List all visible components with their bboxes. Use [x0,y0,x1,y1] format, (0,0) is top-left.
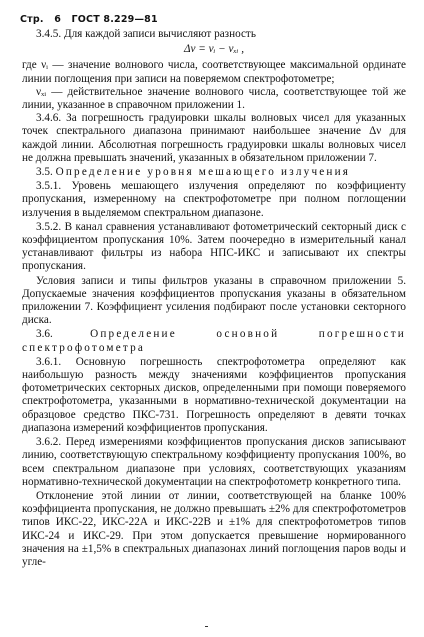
definition-nu-i: где νᵢ — значение волнового числа, соответствующее максимальной ординате линии поглощения при записи на поверяемом спектрофотометре; [22,59,406,85]
page-header [20,14,165,25]
page-body [22,28,406,570]
section-3-5-heading [22,166,406,179]
clause-3-5-2: 3.5.2. В канал сравнения устанавливают фотометрический секторный диск с коэффициентом пропускания 10%. Затем поочередно в измерительный канал устанавливают фильтры из набора НПС-ИКС и записывают их спектры пропускания. [22,220,406,273]
clause-3-5-1: 3.5.1. Уровень мешающего излучения определяют по коэффициенту пропускания, измеренному на спектрофотометре при полном поглощении излучения в выделяемом спектральном диапазоне. [22,180,406,219]
clause-3-6-2-continued: Отклонение этой линии от линии, соответствующей на бланке 100% коэффициента пропускания, не должно превышать ±2% для спектрофотометров типов ИКС-22, ИКС-22А и ИКС-22В и ±1% для спектрофотометров типов ИКС-24 и ИКС-29. При этом допускается превышение нормированного значения на ±1,5% в спектральных диапазонах линий поглощения паров воды и угле- [22,489,406,568]
section-3-6-heading [22,328,406,354]
standard-code: ГОСТ 8.229—81 [71,14,158,25]
section-title: Определение основной погрешности спектрофотометра [22,328,406,354]
section-number: 3.5. [36,166,53,179]
clause-3-4-6: 3.4.6. За погрешность градуировки шкалы волновых чисел для указанных точек спектрального диапазона принимают наибольшее значение Δν для каждой линии. Абсолютная погрешность градуировки шкалы волновых чисел не должна превышать значений, указанных в обязательном приложении 7. [22,112,406,164]
section-title: Определение уровня мешающего излучения [55,166,351,179]
formula-delta-nu: Δν = νᵢ − νₓᵢ , [183,43,245,56]
clause-3-5-2-continued: Условия записи и типы фильтров указаны в справочном приложении 5. Допускаемые значения коэффициентов пропускания указаны в обязательном приложении 7. Коэффициент усиления подбирают после установки секторного диска. [22,274,406,327]
section-number: 3.6. [36,328,53,341]
page-label: Стр. [20,14,44,25]
clause-3-6-2: 3.6.2. Перед измерениями коэффициентов пропускания дисков записывают линию, соответствующую спектральному коэффициенту пропускания 100%, во всем спектральном диапазоне при условиях, соответствующих указаниям нормативно-технической документации на спектрофотометр конкретного типа. [22,436,406,488]
clause-3-6-1: 3.6.1. Основную погрешность спектрофотометра определяют как наибольшую разность между значениями коэффициентов пропускания фотометрических секторных дисков, определенными при помощи поверяемого спектрофотометра, указанными в нормативно-технической документации на образцовое средство ПКС-731. Погрешность определяют в девяти точках диапазона измерений коэффициентов пропускания. [22,355,406,434]
clause-3-4-5: 3.4.5. Для каждой записи вычисляют разность [36,28,256,40]
page-number: 6 [54,14,62,25]
definition-nu-xi: νₓᵢ — действительное значение волнового числа, соответствующее той же линии, указанное в справочном приложении 1. [22,85,406,112]
page-footer-mark [205,626,208,627]
